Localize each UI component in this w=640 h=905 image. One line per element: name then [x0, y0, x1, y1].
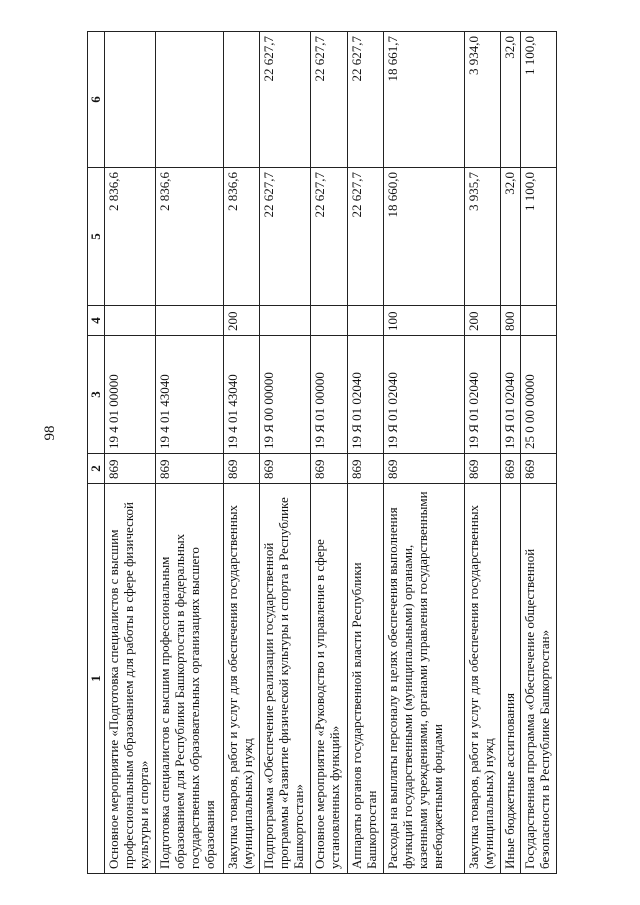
header-col-2: 2 [88, 454, 105, 484]
table-row [383, 32, 464, 874]
row-amount-2: 3 934,0 [465, 32, 501, 168]
row-ministry-code: 869 [383, 454, 464, 484]
row-ministry-code: 869 [223, 454, 259, 484]
row-ministry-code: 869 [156, 454, 223, 484]
row-name: Государственная программа «Обеспечение общественной безопасности в Республике Башкортостан» [520, 484, 556, 874]
row-target-article: 19 Я 01 02040 [347, 336, 383, 454]
header-col-5: 5 [88, 168, 105, 306]
row-amount-2: 32,0 [501, 32, 520, 168]
row-name: Подпрограмма «Обеспечение реализации государственной программы «Развитие физической культуры и спорта в Республике Башкортостан» [259, 484, 310, 874]
row-expense-type [347, 306, 383, 336]
row-expense-type [105, 306, 156, 336]
row-amount-2: 22 627,7 [259, 32, 310, 168]
header-col-3: 3 [88, 336, 105, 454]
row-expense-type [520, 306, 556, 336]
row-expense-type: 200 [223, 306, 259, 336]
header-col-1: 1 [88, 484, 105, 874]
row-target-article: 19 4 01 00000 [105, 336, 156, 454]
row-amount-2: 1 100,0 [520, 32, 556, 168]
row-amount-1: 22 627,7 [347, 168, 383, 306]
row-name: Основное мероприятие «Руководство и управление в сфере установленных функций» [311, 484, 347, 874]
row-expense-type: 800 [501, 306, 520, 336]
row-name: Основное мероприятие «Подготовка специалистов с высшим профессиональным образованием для работы в сфере физической культуры и спорта» [105, 484, 156, 874]
row-amount-2 [156, 32, 223, 168]
row-target-article: 19 4 01 43040 [223, 336, 259, 454]
row-target-article: 19 Я 01 02040 [383, 336, 464, 454]
page-number: 98 [42, 425, 58, 441]
row-ministry-code: 869 [347, 454, 383, 484]
row-amount-1: 2 836,6 [105, 168, 156, 306]
row-amount-1: 2 836,6 [156, 168, 223, 306]
row-name: Аппараты органов государственной власти Республики Башкортостан [347, 484, 383, 874]
row-name: Закупка товаров, работ и услуг для обеспечения государственных (муниципальных) нужд [465, 484, 501, 874]
row-amount-2: 22 627,7 [311, 32, 347, 168]
row-expense-type [311, 306, 347, 336]
row-amount-1: 22 627,7 [259, 168, 310, 306]
row-amount-2 [105, 32, 156, 168]
row-target-article: 19 Я 01 02040 [501, 336, 520, 454]
row-ministry-code: 869 [520, 454, 556, 484]
row-amount-2: 22 627,7 [347, 32, 383, 168]
table-row [156, 32, 223, 874]
row-amount-1: 3 935,7 [465, 168, 501, 306]
row-amount-1: 22 627,7 [311, 168, 347, 306]
table-row [347, 32, 383, 874]
row-amount-1: 32,0 [501, 168, 520, 306]
row-name: Закупка товаров, работ и услуг для обеспечения государственных (муниципальных) нужд [223, 484, 259, 874]
row-target-article: 19 Я 01 00000 [311, 336, 347, 454]
row-ministry-code: 869 [501, 454, 520, 484]
row-ministry-code: 869 [311, 454, 347, 484]
table-row [520, 32, 556, 874]
rotated-page-content [87, 32, 557, 874]
row-name: Иные бюджетные ассигнования [501, 484, 520, 874]
row-amount-2 [223, 32, 259, 168]
row-expense-type: 100 [383, 306, 464, 336]
row-expense-type [259, 306, 310, 336]
table-row [259, 32, 310, 874]
row-target-article: 19 Я 00 00000 [259, 336, 310, 454]
row-name: Подготовка специалистов с высшим профессиональным образованием для Республики Башкортостан в федеральных государственных образовательных организациях высшего образования [156, 484, 223, 874]
table-row [223, 32, 259, 874]
row-amount-2: 18 661,7 [383, 32, 464, 168]
rotated-table-container [87, 32, 557, 874]
row-amount-1: 2 836,6 [223, 168, 259, 306]
row-amount-1: 1 100,0 [520, 168, 556, 306]
row-ministry-code: 869 [105, 454, 156, 484]
table-row [465, 32, 501, 874]
table-row [501, 32, 520, 874]
table-row [105, 32, 156, 874]
row-expense-type: 200 [465, 306, 501, 336]
row-amount-1: 18 660,0 [383, 168, 464, 306]
row-target-article: 19 4 01 43040 [156, 336, 223, 454]
header-col-4: 4 [88, 306, 105, 336]
header-col-6: 6 [88, 32, 105, 168]
table-header-row [88, 32, 105, 874]
row-ministry-code: 869 [259, 454, 310, 484]
row-name: Расходы на выплаты персоналу в целях обеспечения выполнения функций государственными (муниципальными) органами, казенными учреждениями, органами управления государственными внебюджетными фондами [383, 484, 464, 874]
table-row [311, 32, 347, 874]
row-target-article: 19 Я 01 02040 [465, 336, 501, 454]
row-target-article: 25 0 00 00000 [520, 336, 556, 454]
row-ministry-code: 869 [465, 454, 501, 484]
row-expense-type [156, 306, 223, 336]
budget-table [87, 31, 557, 874]
